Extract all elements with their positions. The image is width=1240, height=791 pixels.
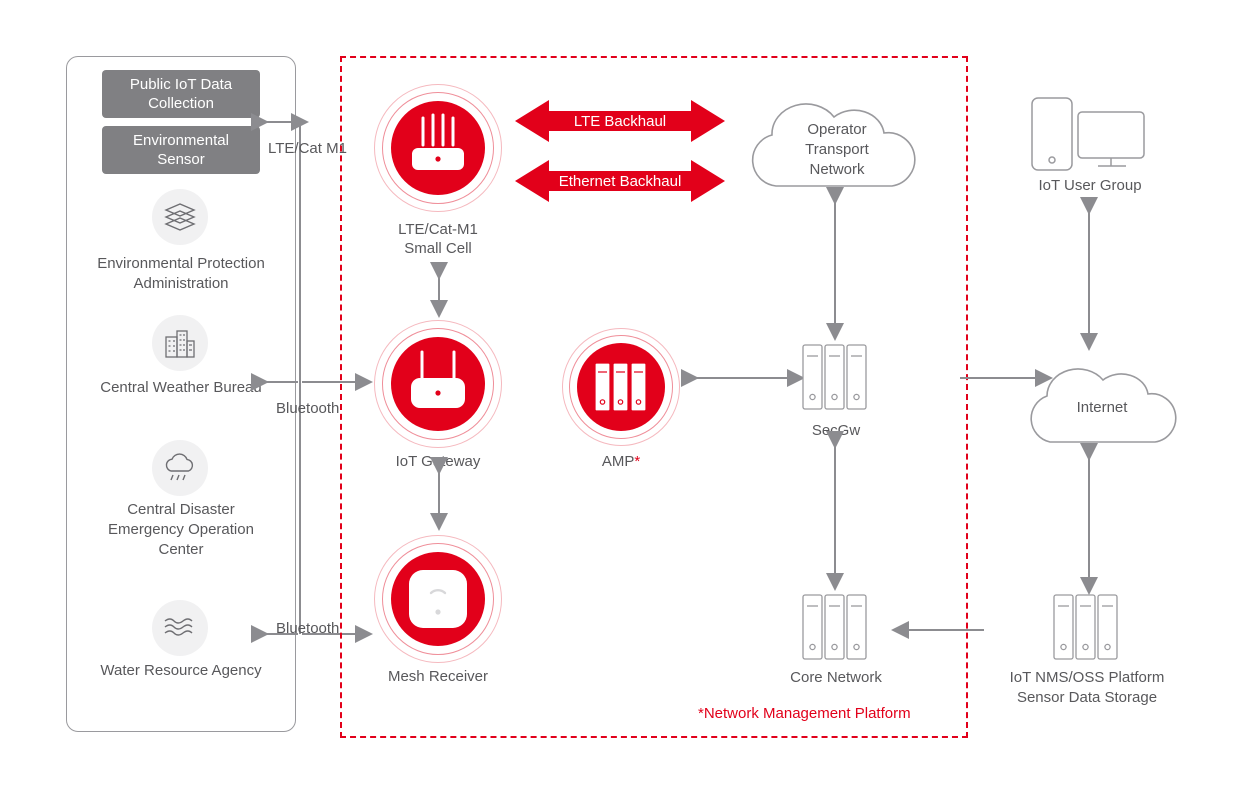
iot-nms-oss-server-icon [1053,594,1121,662]
central-disaster-emergency-operation-center-label: Central Disaster Emergency Operation Center [108,501,254,558]
operator-transport-network-label-line1: Operator [807,121,867,138]
lte-backhaul-label: LTE Backhaul [573,113,667,130]
nms-to-core-network-arrow [880,618,990,642]
central-weather-bureau-label: Central Weather Bureau [100,379,262,396]
iot-user-group-label: IoT User Group [1038,177,1142,194]
iot-gateway-node[interactable] [374,320,502,448]
internet-label: Internet [1076,399,1128,416]
environmental-protection-administration-label: Environmental Protection Administration [97,255,265,292]
internet-to-nms-arrow [1078,452,1102,602]
gateway-to-mesh-arrow [428,466,452,536]
iot-nms-oss-platform-label-line2: Sensor Data Storage [1016,689,1158,706]
layers-icon [152,189,208,245]
cloud-to-secgw-arrow [824,196,848,346]
core-network-label: Core Network [790,669,882,686]
mesh-receiver-icon [407,568,469,630]
waves-icon [152,600,208,656]
mesh-receiver-label: Mesh Receiver [387,668,489,685]
server-rack-icon [594,362,648,412]
mesh-receiver-node[interactable] [374,535,502,663]
gateway-router-icon [402,350,474,418]
secgw-to-core-network-arrow [824,440,848,596]
secgw-server-icon [802,344,870,412]
public-iot-data-collection-box[interactable] [102,70,260,118]
lte-cat-m1-link-label: LTE/Cat M1 [268,140,347,157]
lte-cat-m1-small-cell-label-line2: Small Cell [404,240,472,257]
amp-node[interactable] [562,328,680,446]
iot-nms-oss-platform-label-line1: IoT NMS/OSS Platform [1009,669,1165,686]
lte-cat-m1-small-cell-label-line1: LTE/Cat-M1 [398,221,478,238]
buildings-icon [152,315,208,371]
secgw-label: SecGw [811,422,861,439]
amp-label-text: AMP [601,453,635,470]
amp-to-secgw-arrow [690,366,810,390]
rain-cloud-icon [152,440,208,496]
bluetooth-gateway-link-label: Bluetooth [276,400,340,417]
operator-transport-network-label-line2: Transport [805,141,869,158]
lte-backhaul-banner [515,98,725,144]
lte-cat-m1-small-cell-node[interactable] [374,84,502,212]
user-group-to-internet-arrow [1078,206,1102,356]
public-iot-data-collection-label: Public IoT Data Collection [129,76,233,112]
water-resource-agency-label: Water Resource Agency [100,662,262,679]
amp-label [521,452,721,471]
environmental-sensor-label: Environmental Sensor [133,132,229,168]
small-cell-to-gateway-arrow [428,215,452,325]
operator-transport-network-label-line3: Network [809,161,865,178]
small-cell-icon [406,112,470,182]
ethernet-backhaul-banner [515,158,725,204]
environmental-sensor-box[interactable] [102,126,260,174]
iot-gateway-label: IoT Gateway [395,453,481,470]
ethernet-backhaul-label: Ethernet Backhaul [558,173,682,190]
phone-monitor-icon [1030,96,1150,178]
bluetooth-mesh-link-label: Bluetooth [276,620,340,637]
amp-footnote-star: * [634,453,641,470]
core-network-server-icon [802,594,870,662]
network-management-platform-footnote: *Network Management Platform [698,705,911,722]
